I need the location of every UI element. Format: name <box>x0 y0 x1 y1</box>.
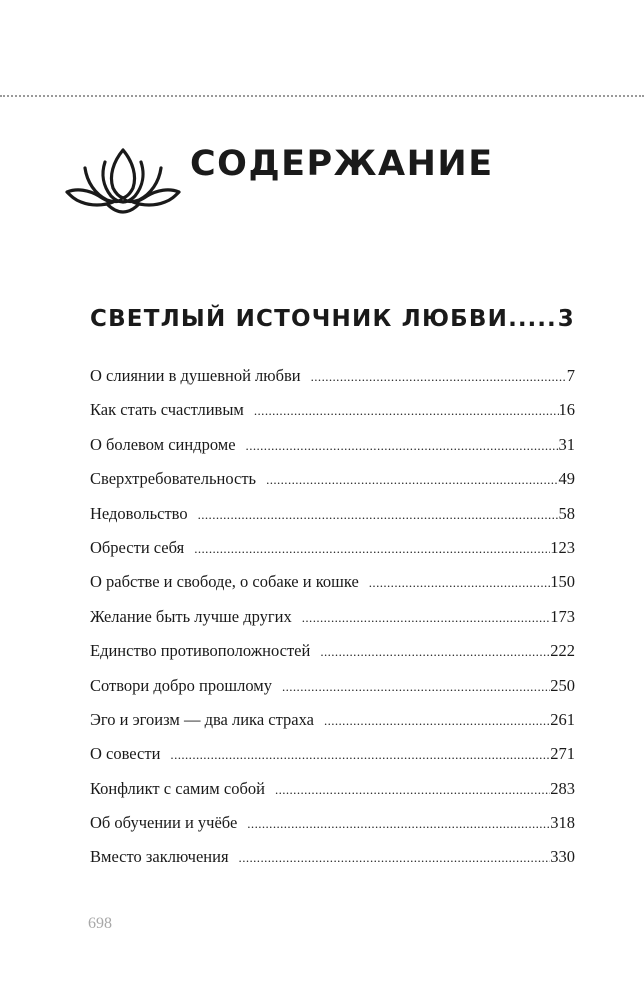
entry-page-number: 31 <box>558 434 575 454</box>
entry-page-number: 49 <box>558 469 575 489</box>
toc-entry[interactable] <box>90 641 575 675</box>
toc-entry[interactable] <box>90 400 575 434</box>
toc-entry[interactable] <box>90 676 575 710</box>
entry-title: О болевом синдроме <box>90 434 236 454</box>
entry-title: Об обучении и учёбе <box>90 813 238 833</box>
section-page-number: 3 <box>557 306 575 332</box>
dot-leader <box>508 306 558 332</box>
dot-leader <box>254 403 559 419</box>
toc-list <box>90 366 575 882</box>
entry-title: Недовольство <box>90 503 188 523</box>
entry-page-number: 222 <box>550 641 575 661</box>
toc-entry[interactable] <box>90 572 575 606</box>
entry-page-number: 7 <box>566 366 575 385</box>
entry-title: Сотвори добро прошлому <box>90 675 272 695</box>
entry-title: Желание быть лучше других <box>90 606 292 626</box>
dot-leader <box>198 507 559 523</box>
entry-title: О рабстве и свободе, о собаке и кошке <box>90 572 359 592</box>
entry-page-number: 318 <box>550 813 575 833</box>
entry-page-number: 58 <box>558 503 575 523</box>
dot-leader <box>369 575 550 591</box>
entry-title: Сверхтребовательность <box>90 469 257 489</box>
toc-entry[interactable] <box>90 710 575 744</box>
entry-page-number: 330 <box>550 847 575 867</box>
page-number: 698 <box>88 915 112 932</box>
dot-leader <box>239 850 551 866</box>
dot-leader <box>311 369 567 385</box>
entry-page-number: 261 <box>550 709 575 729</box>
entry-page-number: 150 <box>550 572 575 592</box>
lotus-icon <box>63 144 183 216</box>
toc-entry[interactable] <box>90 779 575 813</box>
dot-leader <box>324 713 550 729</box>
entry-title: Эго и эгоизм — два лика страха <box>90 709 314 729</box>
toc-entry[interactable] <box>90 813 575 847</box>
section-title: СВЕТЛЫЙ ИСТОЧНИК ЛЮБВИ <box>90 306 509 332</box>
toc-entry[interactable] <box>90 607 575 641</box>
dot-leader <box>170 747 550 763</box>
entry-title: Вместо заключения <box>90 847 229 867</box>
dot-leader <box>320 644 550 660</box>
dot-leader <box>302 610 551 626</box>
toc-entry[interactable] <box>90 847 575 881</box>
dot-leader <box>247 816 550 832</box>
toc-entry[interactable] <box>90 744 575 778</box>
entry-page-number: 16 <box>558 400 575 420</box>
toc-entry[interactable] <box>90 435 575 469</box>
dotted-divider <box>0 95 644 97</box>
entry-page-number: 250 <box>550 675 575 695</box>
toc-entry[interactable] <box>90 538 575 572</box>
dot-leader <box>266 472 558 488</box>
entry-page-number: 123 <box>550 537 575 557</box>
entry-title: О слиянии в душевной любви <box>90 366 301 385</box>
entry-page-number: 283 <box>550 778 575 798</box>
entry-title: Единство противоположностей <box>90 641 311 661</box>
toc-entry[interactable] <box>90 469 575 503</box>
entry-title: Как стать счастливым <box>90 400 244 420</box>
dot-leader <box>275 782 550 798</box>
entry-page-number: 173 <box>550 606 575 626</box>
section-heading[interactable] <box>90 306 575 332</box>
entry-title: Обрести себя <box>90 537 185 557</box>
entry-title: О совести <box>90 744 161 764</box>
page-title: СОДЕРЖАНИЕ <box>190 144 494 184</box>
entry-page-number: 271 <box>550 744 575 764</box>
entry-title: Конфликт с самим собой <box>90 778 265 798</box>
dot-leader <box>246 438 559 454</box>
dot-leader <box>282 679 550 695</box>
dot-leader <box>194 541 550 557</box>
toc-entry[interactable] <box>90 504 575 538</box>
toc-entry[interactable] <box>90 366 575 400</box>
